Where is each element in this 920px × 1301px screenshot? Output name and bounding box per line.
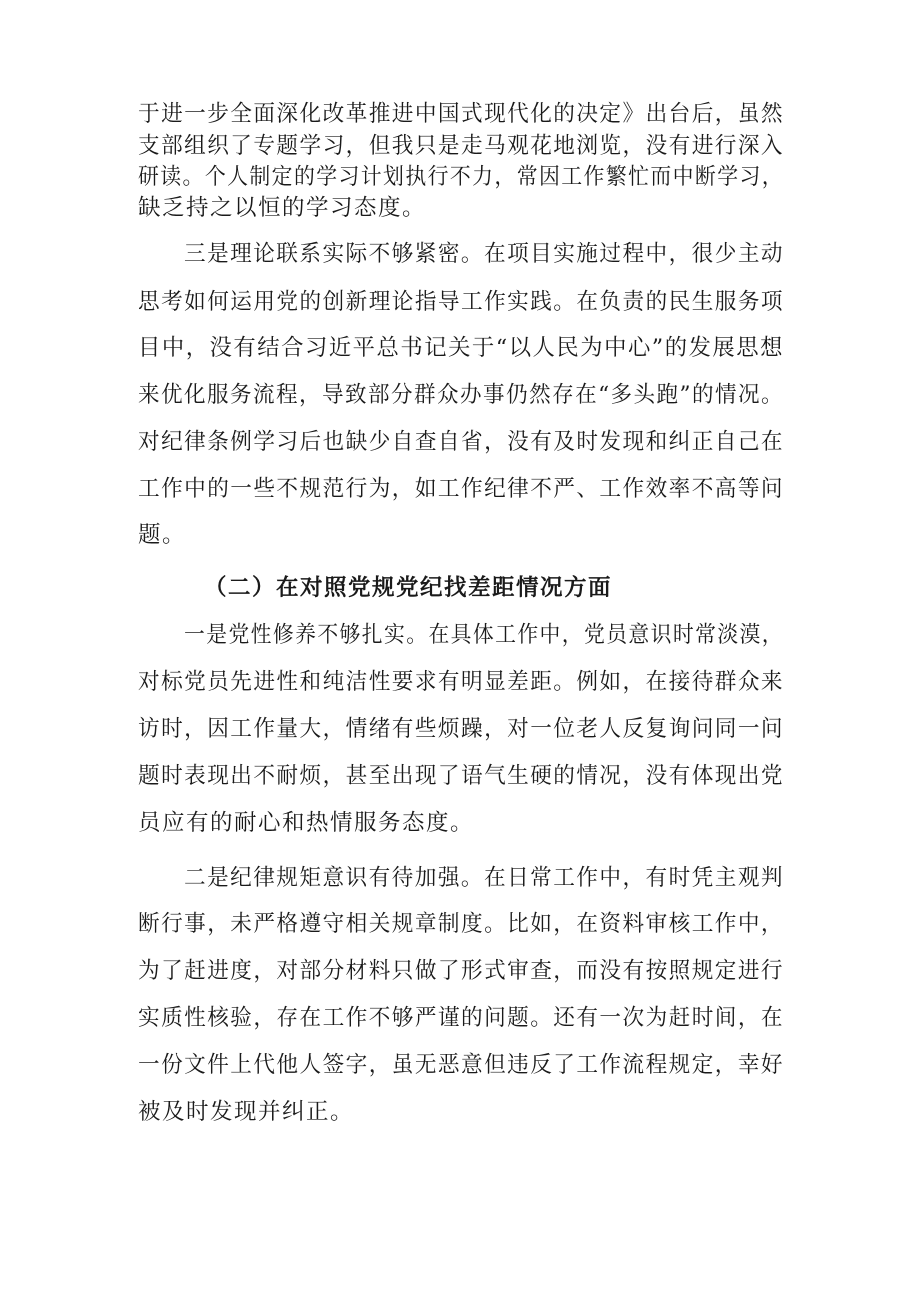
paragraph-line: 二是纪律规矩意识有待加强。在日常工作中，有时凭主观判 <box>184 865 784 891</box>
paragraph-line: 被及时发现并纠正。 <box>138 1099 355 1125</box>
paragraph-line: 一份文件上代他人签字，虽无恶意但违反了工作流程规定，幸好 <box>138 1052 785 1078</box>
paragraph-line: 工作中的一些不规范行为，如工作纪律不严、工作效率不高等问 <box>138 476 785 502</box>
paragraph-line: 对纪律条例学习后也缺少自查自省，没有及时发现和纠正自己在 <box>138 429 785 455</box>
paragraph-line: 为了赶进度，对部分材料只做了形式审查，而没有按照规定进行 <box>138 958 785 984</box>
paragraph-line: 思考如何运用党的创新理论指导工作实践。在负责的民生服务项 <box>138 289 785 315</box>
paragraph-line: 员应有的耐心和热情服务态度。 <box>138 810 475 836</box>
paragraph-line: 对标党员先进性和纯洁性要求有明显差距。例如，在接待群众来 <box>138 669 785 695</box>
paragraph-line: 断行事，未严格遵守相关规章制度。比如，在资料审核工作中， <box>138 911 785 937</box>
paragraph-line: 题。 <box>138 522 187 548</box>
paragraph-line: 目中，没有结合习近平总书记关于“以人民为中心”的发展思想 <box>138 335 784 361</box>
paragraph-line: 于进一步全面深化改革推进中国式现代化的决定》出台后，虽然 <box>138 101 785 127</box>
paragraph-line: 研读。个人制定的学习计划执行不力，常因工作繁忙而中断学习， <box>138 164 785 190</box>
paragraph-line: 访时，因工作量大，情绪有些烦躁，对一位老人反复询问同一问 <box>138 716 785 742</box>
paragraph-line: 三是理论联系实际不够紧密。在项目实施过程中，很少主动 <box>184 241 784 267</box>
paragraph-line: 题时表现出不耐烦，甚至出现了语气生硬的情况，没有体现出党 <box>138 763 785 789</box>
paragraph-line: 实质性核验，存在工作不够严谨的问题。还有一次为赶时间，在 <box>138 1005 785 1031</box>
paragraph-line: 来优化服务流程，导致部分群众办事仍然存在“多头跑”的情况。 <box>138 382 785 408</box>
paragraph-line: 缺乏持之以恒的学习态度。 <box>138 195 427 221</box>
paragraph-line: 支部组织了专题学习，但我只是走马观花地浏览，没有进行深入 <box>138 133 785 159</box>
paragraph-line: 一是党性修养不够扎实。在具体工作中，党员意识时常淡漠， <box>184 622 784 648</box>
section-heading: （二）在对照党规党纪找差距情况方面 <box>204 575 613 601</box>
